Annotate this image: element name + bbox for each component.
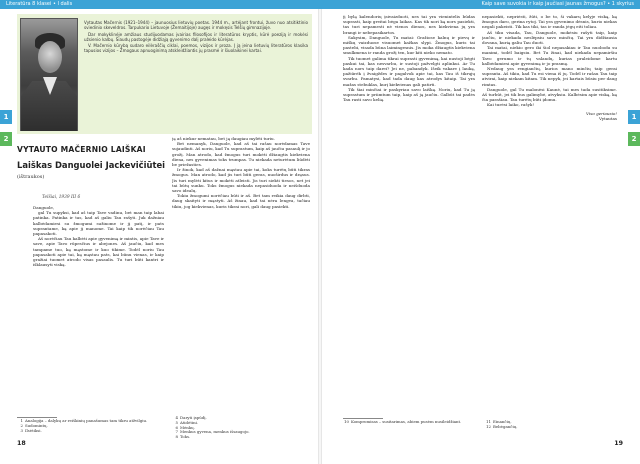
bio-paragraph: Vytautas Mačernis (1921–1944) – jaunuosius lietuvių poetas. 1944 m., artėjant frontui, žuvo nuo atsitiktinio sviedinio skeveldros. Tarpukario Lietuvoje (Žemaitijoje) augęs ir mokęsis Telšių gimnazijoje. xyxy=(84,20,308,31)
page-number-left: 18 xyxy=(17,440,26,447)
story-title: VYTAUTO MAČERNIO LAIŠKAI xyxy=(17,145,146,154)
paragraph: jį bylą kalendorių įsivaizduoti, nes tai yra vienintelis būdas suprasti, kaip greitai bėga laikas. Kas tik nori ką nors pasiekti, tas turi nepamesti nė vienos dienos, nes kiekviena jų yra brangi ir nebepasikartos. xyxy=(343,14,475,35)
paragraph: Kai turėsi laiko, rašyk! xyxy=(487,102,535,108)
footnote: 6 Mėnkų. xyxy=(175,424,195,430)
paragraph: Tokiu žmogumi norėčiau būti ir aš. Bet tam reikia daug dirbti, daug skaityti ir mąstyti. Aš žinau, kad tai nėra lengva, tačiau tikiu, jog kiekvienas, kuris tikrai nori, gali daug pasiekti. xyxy=(172,193,310,209)
bio-paragraph: Dar mokyklinėje amžiaus studijuodamas įvairias filosofijos ir literatūros kryptis, kūrė poeziją ir mokėsi užsienio kalbų. Šiaudų pastogėje didžiąją gyvenimo dalį praleido kūrėjas. xyxy=(84,31,308,42)
paragraph: Danguole, gal Tu malonėsi Kaunė, tai mes tada susitiksime. Aš turbūt, jei tik bus galimybė, atvyksiu. Kalbėsim apie viską, ką čia parašiau. Tau turėtų būti įdomu. xyxy=(482,86,617,103)
footnote: 11 Einančių. xyxy=(486,419,512,424)
text-column-4 xyxy=(482,14,617,414)
footnotes-column-1 xyxy=(17,419,157,433)
text-column-3 xyxy=(343,14,475,414)
paragraph: ją aš niekur nematau, bet ją daugiau mylėti turiu. xyxy=(172,136,275,141)
side-tab-1-right[interactable]: 1 xyxy=(628,110,640,124)
text-column-1 xyxy=(33,205,164,414)
author-bio-text xyxy=(84,20,308,55)
paragraph: Aš tiku visada, Tau, Danguole, mokėsiu rašyti taip, kaip jaučiu, ir niekada neslėpsiu savo minčių. Tai yra didžiausia dovana, kurią galiu Tau duoti. xyxy=(482,29,617,46)
book-gutter xyxy=(318,9,322,464)
story-subtitle: Laiškas Danguolei Jackevičiūtei xyxy=(17,160,166,170)
paragraph: Tik šiai minčiai ir paskyriau savo laišką. Noriu, kad Tu ją suprastum ir priimtum taip, kaip aš ją jaučiu. Galbūt tai padės Tau rasti savo kelią. xyxy=(343,86,475,103)
footnotes-column-2 xyxy=(172,416,307,440)
paragraph: Tai matai, niekio gero iki šiol nepasakiau ir Tau nuobodu su manimi, todėl baigsiu. Bet Tu žinai, kad niekada nepamiršiu Tavo gerumo ir tų valandų, kurias praleidome kartu kalbėdamiesi apie gyvenimą ir jo prasmę. xyxy=(482,45,617,66)
paragraph: Ir žinok, kad aš dažnai mąstau apie tai, koks turėtų būti tikras žmogus. Man atrodo, kad jis turi būti geras, nuoširdus ir drąsus. Jis turi mylėti kitus ir mokėti atleisti. Jis turi siekti tiesos, net jei tai būtų sunku. Toks žmogus niekada nepasiduoda ir neišduoda savo idealų. xyxy=(172,167,310,194)
paragraph: Aš norėčiau Tau kalbėti apie gyvenimą ir mintis, apie Tave ir save, apie Tavo rūpesčius ir abejones. Aš jaučiu, kad mes tampame tuo, ką mąstome ir kuo tikime. Todėl noriu Tau papasakoti apie tai, ką mąstau pats, kai būnu vienas, ir kaip gražiai tuomet atrodo visas pasaulis. Tu turi būti kantri ir išklausyti viską. xyxy=(33,236,164,268)
story-place-date: Telšiai, 1939 III 6 xyxy=(42,195,81,200)
footnote: 7 Menkus gyvena, menkus išsaugojo. xyxy=(175,429,250,435)
header-left-text: Literatūra 8 klasei • I dalis xyxy=(6,1,73,7)
header-right-text: Kaip save suvokia ir kaip jaučiasi jaunas žmogus? • 1 skyrius xyxy=(481,1,634,7)
closing-author: Vytautas xyxy=(598,115,617,121)
text-column-2 xyxy=(172,136,310,416)
paragraph: Nedaug yra rengiančių, kurios mano minčių taip gerai supranta. Aš tikiu, kad Tu esi viena iš jų. Todėl ir rašau Tau taip atvirai, kaip niekam kitam. Tik nepyk, jei kartais būsiu per daug rimtas. xyxy=(482,66,617,87)
footnote: 3 Ilsėtiksi. xyxy=(20,427,42,433)
side-tab-1-left[interactable]: 1 xyxy=(0,110,12,124)
footnote: 10 Kompromisas – susitarimas, abiem pusėm nusileidžiant. xyxy=(344,419,462,424)
paragraph: Sakysim, Danguole, Tu matai: Gražiose kalnų ir pievų ir miškų vaizduose visuomet kažkas slypi. Žmogus, kuris tai pastebi, visada būna laimingesnis. Jis moka džiaugtis kiekviena smulkmena ir randa grožį ten, kur kiti nieko nemato. xyxy=(343,34,475,56)
footnote: 8 Toks. xyxy=(175,434,191,440)
page-number-right: 19 xyxy=(614,440,623,447)
side-tab-2-right[interactable]: 2 xyxy=(628,132,640,146)
author-portrait xyxy=(20,18,78,131)
paragraph: gal Tu supyksi, kad aš taip Tave vadinu, bet man taip labai patinka. Patinka ir tas, kad aš galiu Tau rašyti. Juk dažniau kalbėdamiesi su žmogumi sužinome ir jį patį, ir pats suprantame, ką apie jį manome. Tai kaip tik norėčiau Tau papasakoti. xyxy=(33,210,164,237)
footnote: 1 Analogija – dalykų ar reiškinių panašumas tam tikru atžvilgiu. xyxy=(20,418,148,423)
footnotes-column-4 xyxy=(482,420,617,430)
footnote: 4 Daryti įspūdį. xyxy=(175,415,207,420)
paragraph: Tik tuomet galima tikrai suprasti gyvenimą, kai nustoji bėgti paskui tai, kas nesvarbu, ir sustoji pažvelgti aplinkui. Ar Tu kada nors taip darei? Jei ne, pabandyk. Išeik vakare į lauką, pažiūrėk į žvaigždes ir pagalvok apie tai, kas Tau iš tikrųjų svarbu. Pamatysi, kad tada daug kas atrodys kitaip. Tai yra mažas stebuklas, kurį kiekvienas gali patirti. xyxy=(343,55,475,87)
side-tab-2-left[interactable]: 2 xyxy=(0,132,12,146)
paragraph: nepasiekti, nepriėsti, žūti, o be to, ši vakarų kelyje viską, ką žmogus daro, gerina rytoj. Tai yra gyvenimo dėsnis, kurio niekas negali pakeisti. Tik kas tiki, tas ir randa jėgų eiti toliau. xyxy=(482,14,617,30)
footnote: 2 Sudomintų. xyxy=(20,422,48,428)
closing-sign-off: Viso geriausio! xyxy=(586,110,617,116)
paragraph: Danguole, xyxy=(33,205,55,210)
bio-paragraph: V. Mačernio kūrybą sudaro eilėraščių ciklai, poemos, vizijos ir proza. Į ją įeina lietuvių literatūros klasika tapusios vizijos – Žmogaus apnuoginimą atskleidžiantis jų prasmė ir šiuolaikinei kartai. xyxy=(84,43,308,54)
footnote: 5 Atidėtini. xyxy=(175,419,199,425)
footnotes-column-3 xyxy=(340,420,475,425)
paragraph: Bet nemanyk, Danguole, kad aš tai rašau norėdamas Tave sujaudinti. Aš noriu, kad Tu suprastum, kaip aš jaučiu pasaulį ir jo grožį. Man atrodo, kad žmogus turi mokėti džiaugtis kiekviena diena, nes gyvenimas toks trumpas. Tu niekada neturėtum liūdėti be priežasties. xyxy=(172,141,310,168)
portrait-face xyxy=(38,41,62,73)
story-excerpt-label: (ištraukos) xyxy=(17,174,45,180)
footnote: 12 Bebėgančių. xyxy=(486,423,518,429)
